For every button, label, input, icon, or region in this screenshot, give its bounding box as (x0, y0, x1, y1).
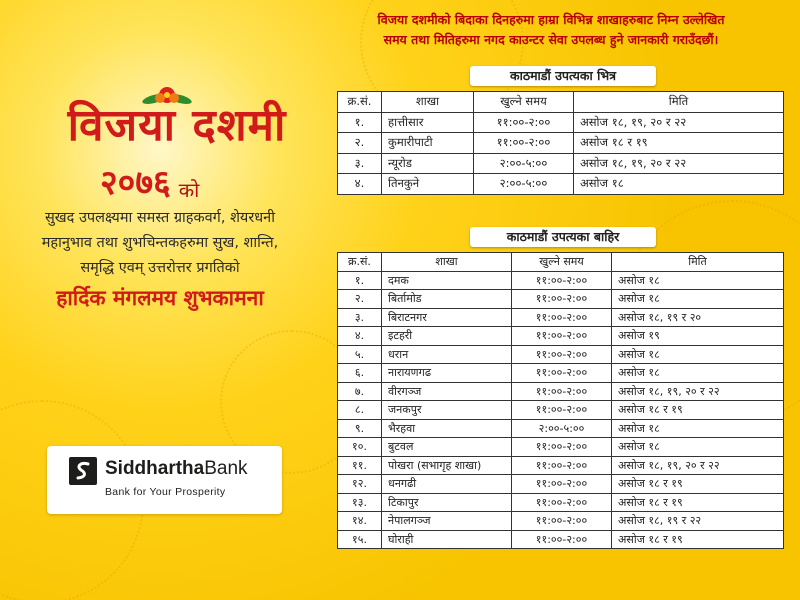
table-row (338, 475, 784, 494)
table-row (338, 308, 784, 327)
opening-time-cell: ११:००-२:०० (512, 308, 612, 327)
greeting-line: सुखद उपलक्ष्यमा समस्त ग्राहकवर्ग, शेयरधनी (44, 210, 275, 226)
inside-valley-heading: काठमाडौं उपत्यका भित्र (470, 66, 656, 86)
branch-name-cell: तिनकुने (382, 174, 474, 195)
opening-time-cell: ११:००-२:०० (512, 512, 612, 531)
table-row (338, 345, 784, 364)
branch-name-cell: धनगढी (382, 475, 512, 494)
opening-time-cell: ११:००-२:०० (512, 345, 612, 364)
intro-line: समय तथा मितिहरुमा नगद काउन्टर सेवा उपलब्ध हुने जानकारी गराउँदछौं। (383, 32, 719, 47)
date-cell: असोज १८ (612, 271, 784, 290)
opening-time-cell: २:००-५:०० (512, 419, 612, 438)
bank-name-bold: Siddhartha (105, 458, 205, 479)
column-header: शाखा (382, 92, 474, 113)
date-cell: असोज १८, १९, २० र २२ (612, 382, 784, 401)
notice-intro (312, 10, 790, 50)
date-cell: असोज १८ र १९ (612, 475, 784, 494)
column-header: खुल्ने समय (512, 253, 612, 272)
opening-time-cell: ११:००-२:०० (512, 438, 612, 457)
table-header-row (338, 253, 784, 272)
branch-name-cell: दमक (382, 271, 512, 290)
branch-name-cell: बुटवल (382, 438, 512, 457)
serial-number-cell: १. (338, 112, 382, 133)
date-cell: असोज १८, १९, २० र २२ (612, 456, 784, 475)
serial-number-cell: ११. (338, 456, 382, 475)
table-row (338, 438, 784, 457)
serial-number-cell: १५. (338, 530, 382, 549)
branch-name-cell: भैरहवा (382, 419, 512, 438)
opening-time-cell: २:००-५:०० (474, 174, 574, 195)
date-cell: असोज १८ र १९ (612, 530, 784, 549)
branch-name-cell: कुमारीपाटी (382, 133, 474, 154)
table-row (338, 271, 784, 290)
bank-name (105, 458, 248, 480)
serial-number-cell: १४. (338, 512, 382, 531)
date-cell: असोज १८ र १९ (574, 133, 784, 154)
opening-time-cell: ११:००-२:०० (512, 530, 612, 549)
greeting-message (0, 206, 320, 281)
bank-tagline: Bank for Your Prosperity (105, 486, 226, 498)
bank-logo (47, 446, 282, 514)
branch-name-cell: टिकापुर (382, 493, 512, 512)
branch-name-cell: घोराही (382, 530, 512, 549)
opening-time-cell: ११:००-२:०० (512, 456, 612, 475)
table-row (338, 419, 784, 438)
date-cell: असोज १८ (612, 364, 784, 383)
date-cell: असोज १८ (612, 345, 784, 364)
bank-name-rest: Bank (204, 458, 248, 479)
serial-number-cell: १३. (338, 493, 382, 512)
date-cell: असोज १८ (574, 174, 784, 195)
siddhartha-logo-icon (69, 457, 97, 485)
date-cell: असोज १८, १९, २० र २२ (574, 153, 784, 174)
table-row (338, 290, 784, 309)
opening-time-cell: ११:००-२:०० (512, 401, 612, 420)
column-header: क्र.सं. (338, 92, 382, 113)
table-row (338, 112, 784, 133)
opening-time-cell: ११:००-२:०० (512, 290, 612, 309)
column-header: मिति (612, 253, 784, 272)
serial-number-cell: १. (338, 271, 382, 290)
table-header-row (338, 92, 784, 113)
table-row (338, 382, 784, 401)
column-header: मिति (574, 92, 784, 113)
branch-name-cell: पोखरा (सभागृह शाखा) (382, 456, 512, 475)
date-cell: असोज १८, १९ र २० (612, 308, 784, 327)
opening-time-cell: ११:००-२:०० (512, 327, 612, 346)
branch-name-cell: इटहरी (382, 327, 512, 346)
year-suffix: को (178, 178, 200, 202)
table-row (338, 133, 784, 154)
outside-valley-table (337, 252, 784, 549)
inside-valley-table (337, 91, 784, 195)
festival-year: २०७६ (100, 163, 171, 203)
intro-line: विजया दशमीको बिदाका दिनहरुमा हाम्रा विभिन्न शाखाहरुबाट निम्न उल्लेखित (377, 12, 725, 27)
opening-time-cell: ११:००-२:०० (512, 364, 612, 383)
opening-time-cell: ११:००-२:०० (512, 475, 612, 494)
opening-time-cell: ११:००-२:०० (474, 133, 574, 154)
date-cell: असोज १८ (612, 290, 784, 309)
branch-name-cell: जनकपुर (382, 401, 512, 420)
festival-title: विजया दशमी (67, 100, 287, 151)
outside-valley-heading: काठमाडौं उपत्यका बाहिर (470, 227, 656, 247)
table-row (338, 153, 784, 174)
serial-number-cell: ४. (338, 327, 382, 346)
year-line (100, 158, 280, 203)
date-cell: असोज १८ (612, 438, 784, 457)
table-row (338, 364, 784, 383)
table-row (338, 456, 784, 475)
opening-time-cell: २:००-५:०० (474, 153, 574, 174)
date-cell: असोज १९ (612, 327, 784, 346)
serial-number-cell: ९. (338, 419, 382, 438)
greeting-line: समृद्धि एवम् उत्तरोत्तर प्रगतिको (80, 260, 240, 276)
serial-number-cell: २. (338, 290, 382, 309)
opening-time-cell: ११:००-२:०० (512, 382, 612, 401)
serial-number-cell: ५. (338, 345, 382, 364)
date-cell: असोज १८, १९ र २२ (612, 512, 784, 531)
greeting-panel (0, 0, 320, 600)
greeting-line: महानुभाव तथा शुभचिन्तकहरुमा सुख, शान्ति, (41, 235, 279, 251)
opening-time-cell: ११:००-२:०० (512, 271, 612, 290)
date-cell: असोज १८ (612, 419, 784, 438)
serial-number-cell: ७. (338, 382, 382, 401)
date-cell: असोज १८, १९, २० र २२ (574, 112, 784, 133)
table-row (338, 401, 784, 420)
table-row (338, 493, 784, 512)
column-header: खुल्ने समय (474, 92, 574, 113)
branch-name-cell: नेपालगञ्ज (382, 512, 512, 531)
serial-number-cell: १२. (338, 475, 382, 494)
date-cell: असोज १८ र १९ (612, 493, 784, 512)
wish-text: हार्दिक मंगलमय शुभकामना (56, 286, 264, 310)
table-row (338, 327, 784, 346)
column-header: क्र.सं. (338, 253, 382, 272)
serial-number-cell: ४. (338, 174, 382, 195)
serial-number-cell: ८. (338, 401, 382, 420)
branch-name-cell: धरान (382, 345, 512, 364)
date-cell: असोज १८ र १९ (612, 401, 784, 420)
opening-time-cell: ११:००-२:०० (512, 493, 612, 512)
table-row (338, 530, 784, 549)
opening-time-cell: ११:००-२:०० (474, 112, 574, 133)
serial-number-cell: १०. (338, 438, 382, 457)
serial-number-cell: २. (338, 133, 382, 154)
branch-name-cell: न्यूरोड (382, 153, 474, 174)
branch-name-cell: नारायणगढ (382, 364, 512, 383)
table-row (338, 174, 784, 195)
branch-name-cell: बिराटनगर (382, 308, 512, 327)
serial-number-cell: ३. (338, 153, 382, 174)
serial-number-cell: ३. (338, 308, 382, 327)
serial-number-cell: ६. (338, 364, 382, 383)
column-header: शाखा (382, 253, 512, 272)
branch-name-cell: हात्तीसार (382, 112, 474, 133)
branch-name-cell: वीरगञ्ज (382, 382, 512, 401)
table-row (338, 512, 784, 531)
branch-name-cell: बिर्तामोड (382, 290, 512, 309)
